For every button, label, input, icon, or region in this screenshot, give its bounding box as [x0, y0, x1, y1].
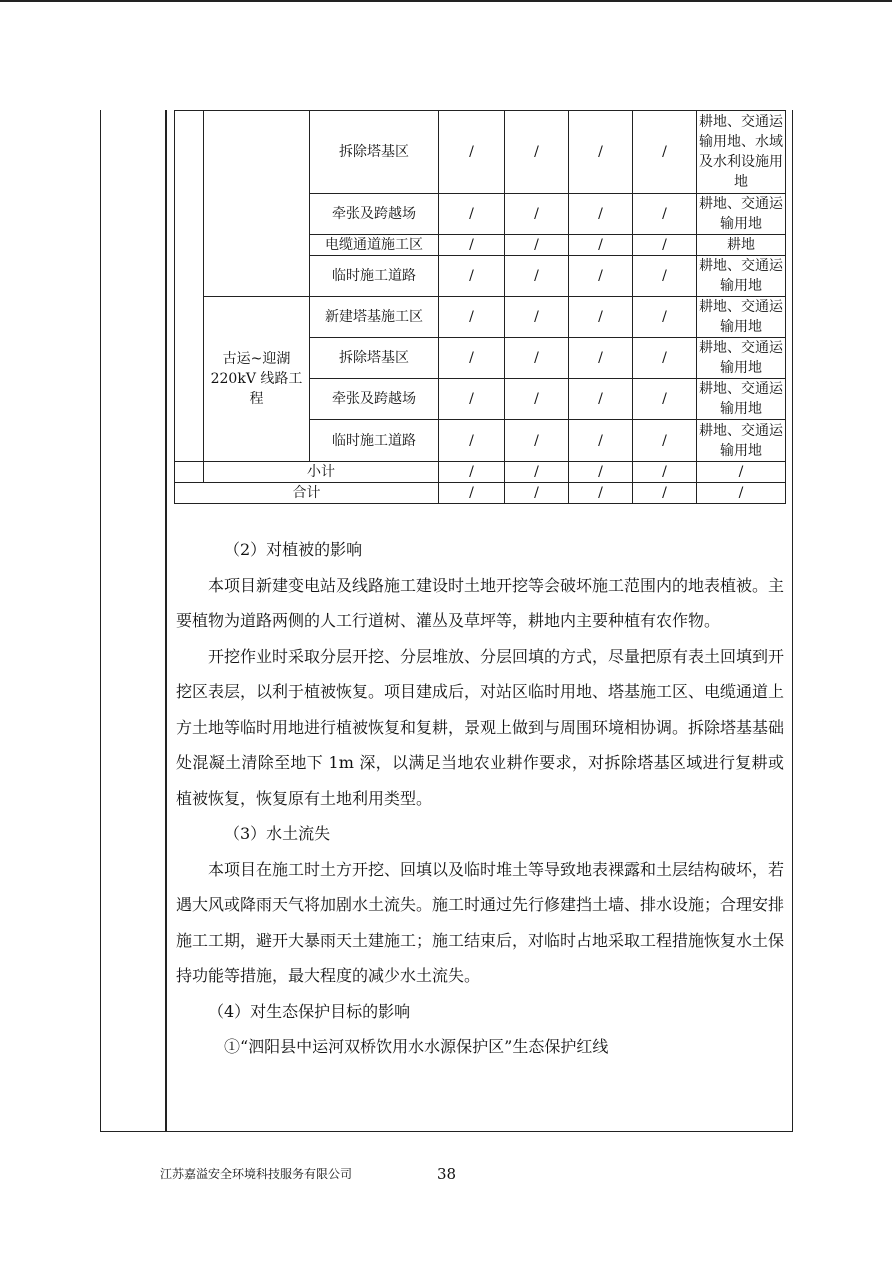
- table-land-cell: 耕地、交通运输用地: [697, 256, 786, 297]
- table-value-cell: /: [633, 338, 697, 379]
- footer-company: 江苏嘉溢安全环境科技服务有限公司: [160, 1167, 353, 1181]
- table-item-cell: 拆除塔基区: [310, 338, 439, 379]
- table-value-cell: /: [505, 256, 569, 297]
- section-heading-soil-erosion: （3）水土流失: [224, 824, 331, 843]
- paragraph: 本项目在施工时土方开挖、回填以及临时堆土等导致地表裸露和土层结构破坏，若遇大风或降雨天气将加剧水土流失。施工时通过先行修建挡土墙、排水设施；合理安排施工工期，避开大暴雨天土建施工；施工结束后，对临时占地采取工程措施恢复水土保持功能等措施，最大程度的减少水土流失。: [176, 859, 785, 985]
- table-land-cell: 耕地、交通运输用地: [697, 379, 786, 420]
- table-value-cell: /: [439, 483, 505, 504]
- top-rule: [0, 0, 892, 2]
- table-value-cell: /: [633, 256, 697, 297]
- table-value-cell: /: [569, 297, 633, 338]
- table-value-cell: /: [633, 462, 697, 483]
- table-value-cell: /: [569, 235, 633, 256]
- table-value-cell: /: [439, 111, 505, 194]
- table-value-cell: /: [439, 379, 505, 420]
- table-value-cell: /: [505, 338, 569, 379]
- table-value-cell: /: [439, 235, 505, 256]
- body-text: [176, 532, 784, 1065]
- table-value-cell: /: [505, 483, 569, 504]
- table-value-cell: /: [439, 462, 505, 483]
- table-value-cell: /: [505, 420, 569, 462]
- table-land-cell: 耕地、交通运输用地、水域及水利设施用地: [697, 111, 786, 194]
- paragraph: 开挖作业时采取分层开挖、分层堆放、分层回填的方式，尽量把原有表土回填到开挖区表层，以利于植被恢复。项目建成后，对站区临时用地、塔基施工区、电缆通道上方土地等临时用地进行植被恢复和复耕，景观上做到与周围环境相协调。拆除塔基基础处混凝土清除至地下 1m 深，以满足当地农业耕作要求，对拆除塔基区域进行复耕或植被恢复，恢复原有土地利用类型。: [176, 646, 785, 808]
- table-value-cell: /: [633, 235, 697, 256]
- total-label: 合计: [175, 483, 439, 504]
- table-value-cell: /: [569, 338, 633, 379]
- subtotal-label: 小计: [204, 462, 439, 483]
- table-value-cell: /: [569, 256, 633, 297]
- table-value-cell: /: [569, 111, 633, 194]
- table-value-cell: /: [633, 420, 697, 462]
- table-value-cell: /: [505, 111, 569, 194]
- paragraph: 本项目新建变电站及线路施工建设时土地开挖等会破坏施工范围内的地表植被。主要植物为道路两侧的人工行道树、灌丛及草坪等，耕地内主要种植有农作物。: [176, 575, 785, 630]
- table-item-cell: 电缆通道施工区: [310, 235, 439, 256]
- table-value-cell: /: [505, 194, 569, 235]
- table-land-cell: 耕地、交通运输用地: [697, 338, 786, 379]
- table-land-cell: 耕地: [697, 235, 786, 256]
- table-value-cell: /: [633, 111, 697, 194]
- table-item-cell: 拆除塔基区: [310, 111, 439, 194]
- table-subtotal-row: [175, 462, 786, 483]
- table-row: [175, 111, 786, 194]
- table-value-cell: /: [439, 194, 505, 235]
- table-value-cell: /: [633, 194, 697, 235]
- table-value-cell: /: [439, 338, 505, 379]
- page-number: 38: [437, 1165, 457, 1183]
- table-item-cell: 临时施工道路: [310, 256, 439, 297]
- table-indent-cell: [175, 111, 204, 462]
- section-heading-eco-protection: （4）对生态保护目标的影响: [208, 1001, 411, 1021]
- table-indent-cell: [175, 462, 204, 483]
- table-value-cell: /: [633, 379, 697, 420]
- section-heading-vegetation: （2）对植被的影响: [224, 540, 363, 559]
- table-value-cell: /: [505, 297, 569, 338]
- table-value-cell: /: [439, 256, 505, 297]
- table-value-cell: /: [569, 194, 633, 235]
- table-value-cell: /: [505, 379, 569, 420]
- table-land-cell: 耕地、交通运输用地: [697, 420, 786, 462]
- table-value-cell: /: [697, 483, 786, 504]
- table-item-cell: 新建塔基施工区: [310, 297, 439, 338]
- table-value-cell: /: [569, 483, 633, 504]
- table-land-cell: 耕地、交通运输用地: [697, 297, 786, 338]
- table-value-cell: /: [697, 462, 786, 483]
- table-land-cell: 耕地、交通运输用地: [697, 194, 786, 235]
- table-value-cell: /: [569, 420, 633, 462]
- table-value-cell: /: [505, 235, 569, 256]
- table-group-cell: 古运~迎湖220kV 线路工程: [204, 297, 310, 462]
- table-value-cell: /: [569, 462, 633, 483]
- table-value-cell: /: [439, 297, 505, 338]
- table-value-cell: /: [633, 297, 697, 338]
- table-total-row: [175, 483, 786, 504]
- frame-column-divider: [165, 110, 167, 1132]
- table-item-cell: 牵张及跨越场: [310, 379, 439, 420]
- table-item-cell: 临时施工道路: [310, 420, 439, 462]
- table-value-cell: /: [633, 483, 697, 504]
- table-group-cell: [204, 111, 310, 297]
- table-value-cell: /: [439, 420, 505, 462]
- table-value-cell: /: [569, 379, 633, 420]
- table-item-cell: 牵张及跨越场: [310, 194, 439, 235]
- table-row: [175, 297, 786, 338]
- subsection-heading: ①“泗阳县中运河双桥饮用水水源保护区”生态保护红线: [224, 1037, 609, 1056]
- table-value-cell: /: [505, 462, 569, 483]
- land-use-table: [174, 110, 786, 504]
